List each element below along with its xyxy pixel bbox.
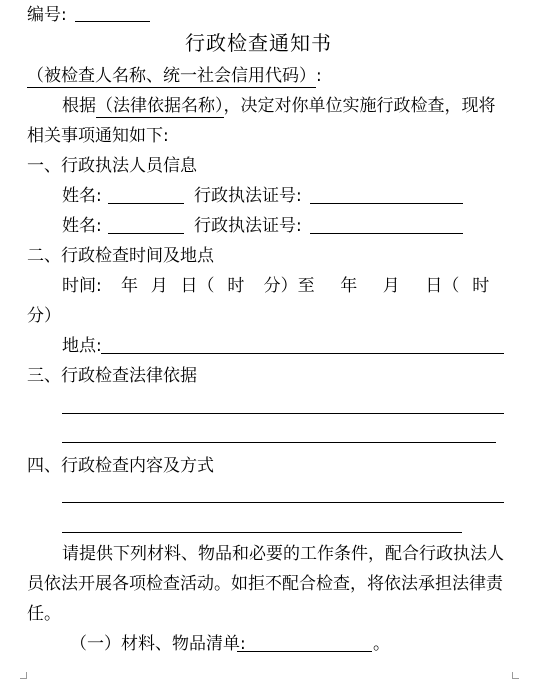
inspection-time-line: 时间: 年 月 日（ 时 分）至 年 月 日（ 时 [62, 276, 490, 296]
notice-line-2: 员依法开展各项检查活动。如拒不配合检查，将依法承担法律责 [27, 574, 503, 594]
officer1-name-field[interactable] [108, 203, 184, 204]
addressee-colon: : [316, 66, 322, 86]
officer1-name-label: 姓名: [62, 186, 102, 206]
section3-heading: 三、行政检查法律依据 [27, 366, 197, 386]
officer1-cert-label: 行政执法证号: [194, 186, 302, 206]
addressee-line [27, 65, 322, 87]
content-method-field-1[interactable] [62, 502, 504, 503]
officer2-name-label: 姓名: [62, 216, 102, 236]
notice-line-3: 任。 [27, 604, 61, 624]
intro-prefix: 根据 [62, 96, 96, 116]
intro-line-1 [62, 95, 496, 117]
materials-end-mark: 。 [373, 634, 390, 654]
page-corner-mark-left [20, 672, 27, 679]
officer2-cert-label: 行政执法证号: [194, 216, 302, 236]
materials-label: （一）材料、物品清单: [70, 634, 246, 654]
content-method-field-2[interactable] [62, 532, 462, 533]
legal-basis-placeholder[interactable]: （法律依据名称） [96, 96, 224, 116]
inspection-time-wrap: 分） [27, 306, 61, 326]
legal-basis-field-1[interactable] [62, 413, 504, 414]
section1-heading: 一、行政执法人员信息 [27, 156, 197, 176]
page-corner-mark-right [512, 672, 519, 679]
section2-heading: 二、行政检查时间及地点 [27, 246, 214, 266]
number-label: 编号: [27, 5, 67, 25]
inspection-place-field[interactable] [101, 353, 504, 354]
legal-basis-field-2[interactable] [62, 442, 496, 443]
section4-heading: 四、行政检查内容及方式 [27, 456, 214, 476]
officer2-name-field[interactable] [108, 233, 184, 234]
notice-line-1: 请提供下列材料、物品和必要的工作条件，配合行政执法人 [62, 544, 504, 564]
addressee-placeholder[interactable]: （被检查人名称、统一社会信用代码） [27, 66, 316, 86]
officer2-cert-field[interactable] [310, 233, 463, 234]
document-title: 行政检查通知书 [185, 31, 332, 55]
officer1-cert-field[interactable] [310, 203, 463, 204]
intro-suffix: ，决定对你单位实施行政检查，现将 [223, 96, 496, 116]
number-field[interactable] [75, 21, 150, 22]
intro-line-2: 相关事项通知如下: [27, 126, 169, 146]
materials-field[interactable] [237, 651, 372, 652]
inspection-place-label: 地点: [62, 336, 102, 356]
